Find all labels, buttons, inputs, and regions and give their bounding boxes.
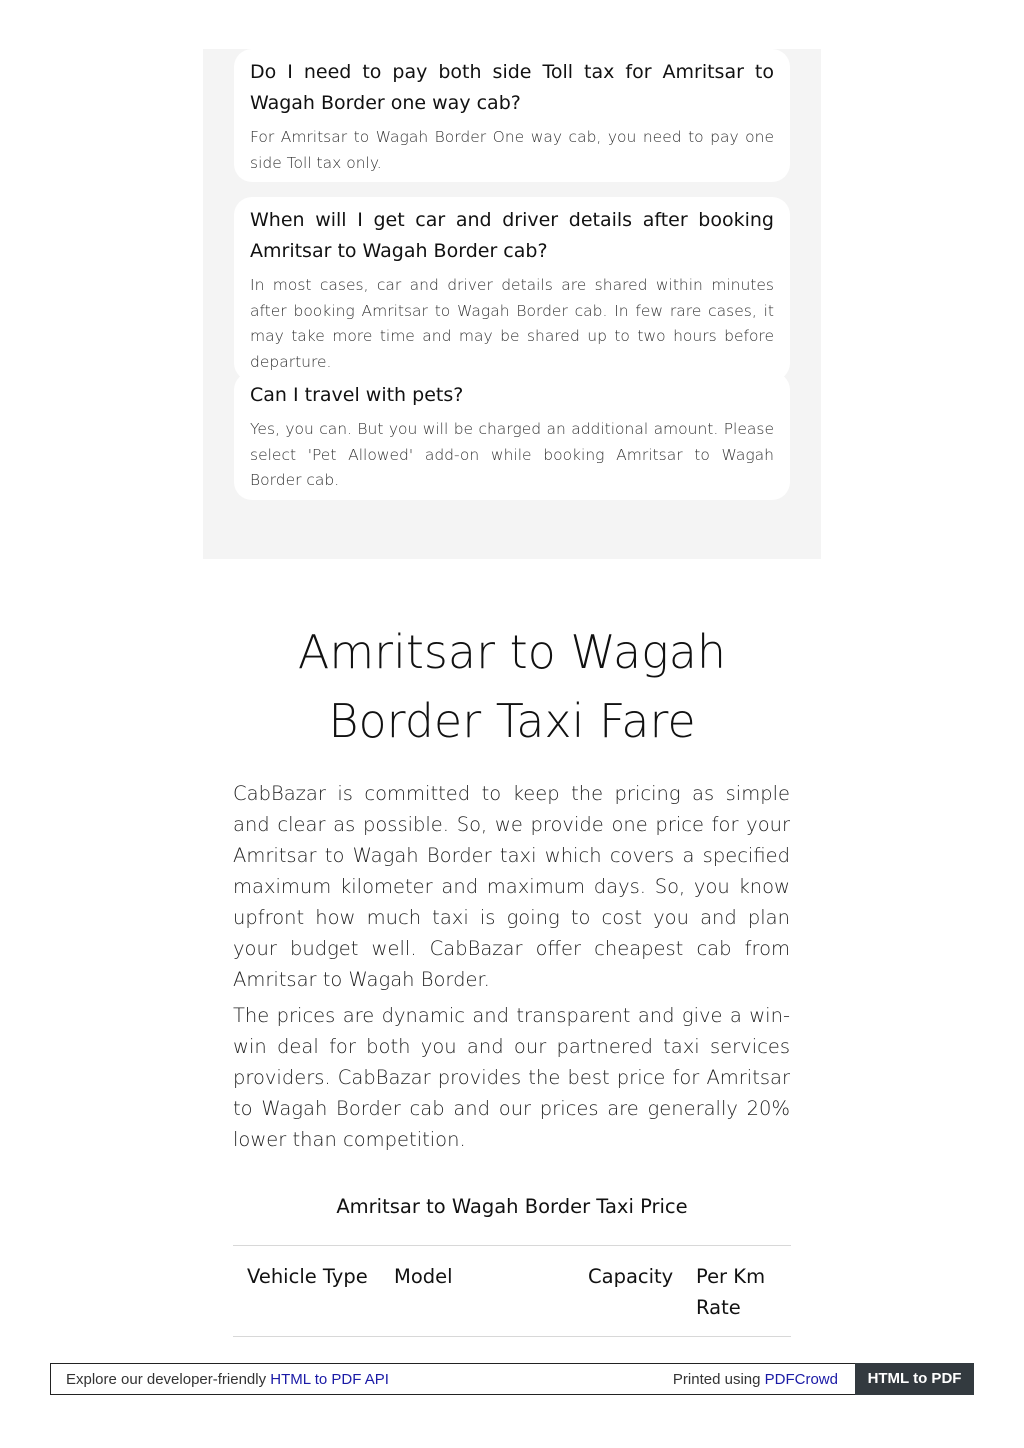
- pdf-footer-bar: [50, 1363, 974, 1395]
- faq-question: Can I travel with pets?: [250, 384, 464, 406]
- faq-answer: Yes, you can. But you will be charged an additional amount. Please select 'Pet Allowed' add-on while booking Amritsar to Wagah Border cab.: [250, 420, 774, 489]
- faq-question: When will I get car and driver details after booking Amritsar to Wagah Border cab?: [250, 209, 774, 262]
- faq-question: Do I need to pay both side Toll tax for Amritsar to Wagah Border one way cab?: [250, 61, 774, 114]
- table-header-per-km-rate: Per Km Rate: [696, 1265, 766, 1319]
- table-header-vehicle-type: Vehicle Type: [247, 1265, 368, 1288]
- price-table: [233, 1245, 791, 1337]
- faq-answer: In most cases, car and driver details are shared within minutes after booking Amritsar to Wagah Border cab. In few rare cases, it may take more time and may be shared up to two hours before departure.: [250, 276, 774, 371]
- table-caption: Amritsar to Wagah Border Taxi Price: [336, 1195, 688, 1218]
- table-header-capacity: Capacity: [588, 1265, 674, 1288]
- footer-right: [673, 1371, 838, 1388]
- pdfcrowd-link[interactable]: PDFCrowd: [764, 1371, 838, 1388]
- pricing-paragraph: CabBazar is committed to keep the pricing as simple and clear as possible. So, we provide one price for your Amritsar to Wagah Border taxi which covers a specified maximum kilometer and maximum days. So, you know upfront how much taxi is going to cost you and plan your budget well. CabBazar offer cheapest cab from Amritsar to Wagah Border.: [233, 782, 790, 991]
- faq-item: [234, 372, 790, 500]
- html-to-pdf-api-link[interactable]: HTML to PDF API: [270, 1371, 389, 1388]
- faq-panel: [203, 49, 821, 559]
- pricing-paragraph: The prices are dynamic and transparent and give a win-win deal for both you and our partnered taxi services providers. CabBazar provides the best price for Amritsar to Wagah Border cab and our prices are generally 20% lower than competition.: [233, 1004, 790, 1151]
- faq-item: [234, 197, 790, 381]
- footer-left-text: Explore our developer-friendly: [66, 1371, 271, 1388]
- faq-answer: For Amritsar to Wagah Border One way cab, you need to pay one side Toll tax only.: [250, 128, 774, 172]
- html-to-pdf-button[interactable]: HTML to PDF: [855, 1363, 974, 1395]
- footer-left: [66, 1371, 389, 1388]
- section-title: Amritsar to Wagah Border Taxi Fare: [297, 625, 727, 748]
- table-header-model: Model: [394, 1265, 453, 1288]
- faq-item: [234, 49, 790, 182]
- footer-right-text: Printed using: [672, 1371, 765, 1388]
